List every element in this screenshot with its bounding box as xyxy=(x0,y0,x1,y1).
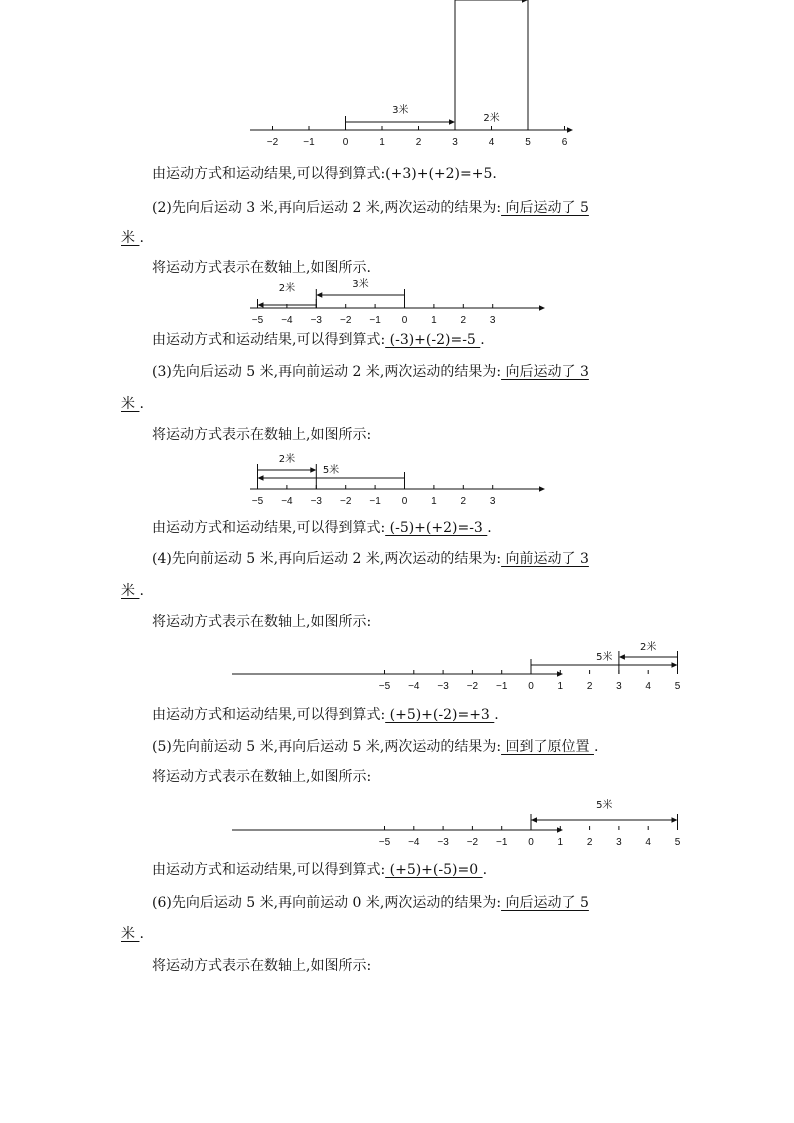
tick-label: 5 xyxy=(525,137,531,148)
answer-blank: (+5)+(-2)=+3 xyxy=(385,707,495,723)
problem-2-line-cont: 米 . xyxy=(121,230,144,246)
segment-label: 3米 xyxy=(392,105,409,116)
tick-label: 4 xyxy=(645,837,651,848)
instruction-line: 将运动方式表示在数轴上,如图所示: xyxy=(152,614,372,630)
answer-blank: 米 xyxy=(121,230,140,246)
instruction-line: 将运动方式表示在数轴上,如图所示: xyxy=(152,427,372,443)
instruction-line: 将运动方式表示在数轴上,如图所示: xyxy=(152,769,372,785)
problem-6-line: (6)先向后运动 5 米,再向前运动 0 米,两次运动的结果为: 向后运动了 5 xyxy=(152,895,589,911)
tick-label: −5 xyxy=(251,315,264,326)
tick-label: −2 xyxy=(466,681,479,692)
tick-label: −1 xyxy=(495,837,508,848)
tick-label: 5 xyxy=(674,837,681,848)
tick-label: 6 xyxy=(561,137,568,148)
answer-blank: 米 xyxy=(121,583,140,599)
tick-label: 0 xyxy=(528,681,534,692)
tick-label: −5 xyxy=(378,681,391,692)
answer-blank: 回到了原位置 xyxy=(501,739,594,755)
tick-label: 0 xyxy=(401,315,408,326)
tick-label: −1 xyxy=(303,137,315,148)
tick-label: −4 xyxy=(281,496,293,507)
tick-label: −5 xyxy=(251,496,264,507)
equation-line-3: 由运动方式和运动结果,可以得到算式: (-5)+(+2)=-3 . xyxy=(152,520,492,536)
tick-label: 3 xyxy=(452,137,458,148)
segment-label: 5米 xyxy=(322,465,340,476)
tick-label: −1 xyxy=(369,315,381,326)
problem-2-line: (2)先向后运动 3 米,再向后运动 2 米,两次运动的结果为: 向后运动了 5 xyxy=(152,200,589,216)
tick-label: −2 xyxy=(339,496,352,507)
segment-label: 2米 xyxy=(278,454,296,465)
equation-line-2: 由运动方式和运动结果,可以得到算式: (-3)+(-2)=-5 . xyxy=(152,332,485,348)
tick-label: 3 xyxy=(616,837,622,848)
segment-label: 2米 xyxy=(483,113,500,124)
tick-label: −3 xyxy=(310,496,323,507)
tick-label: 3 xyxy=(489,315,496,326)
segment-label: 2米 xyxy=(278,283,296,294)
tick-label: 0 xyxy=(342,137,349,148)
segment-label: 3米 xyxy=(352,279,369,290)
tick-label: 1 xyxy=(431,315,437,326)
tick-label: 2 xyxy=(460,315,467,326)
tick-label: −3 xyxy=(310,315,323,326)
problem-6-line-cont: 米 . xyxy=(121,926,144,942)
answer-blank: (-3)+(-2)=-5 xyxy=(385,332,481,348)
tick-label: 2 xyxy=(415,137,422,148)
tick-label: 1 xyxy=(379,137,385,148)
instruction-line: 将运动方式表示在数轴上,如图所示: xyxy=(152,958,372,974)
tick-label: −4 xyxy=(408,837,420,848)
problem-4-line: (4)先向前运动 5 米,再向后运动 2 米,两次运动的结果为: 向前运动了 3 xyxy=(152,551,589,567)
answer-blank: 米 xyxy=(121,396,140,412)
instruction-line: 将运动方式表示在数轴上,如图所示. xyxy=(152,260,371,276)
segment-label: 2米 xyxy=(640,642,657,653)
tick-label: 1 xyxy=(557,681,564,692)
tick-label: −2 xyxy=(266,137,279,148)
answer-blank: 米 xyxy=(121,926,140,942)
answer-blank: 向后运动了 5 xyxy=(501,200,589,216)
tick-label: −3 xyxy=(437,681,449,692)
problem-4-line-cont: 米 . xyxy=(121,583,144,599)
answer-blank: 向前运动了 3 xyxy=(501,551,589,567)
segment-label: 5米 xyxy=(596,652,613,663)
tick-label: 0 xyxy=(401,496,408,507)
tick-label: −4 xyxy=(281,315,293,326)
tick-label: 3 xyxy=(616,681,622,692)
tick-label: 4 xyxy=(488,137,495,148)
problem-3-line-cont: 米 . xyxy=(121,396,144,412)
tick-label: 0 xyxy=(528,837,534,848)
tick-label: 2 xyxy=(586,837,593,848)
tick-label: −1 xyxy=(495,681,508,692)
answer-blank: 向后运动了 3 xyxy=(501,364,589,380)
tick-label: −2 xyxy=(339,315,352,326)
problem-3-line: (3)先向后运动 5 米,再向前运动 2 米,两次运动的结果为: 向后运动了 3 xyxy=(152,364,589,380)
answer-blank: 向后运动了 5 xyxy=(501,895,589,911)
tick-label: −4 xyxy=(408,681,420,692)
tick-label: −3 xyxy=(437,837,449,848)
tick-label: 2 xyxy=(460,496,467,507)
segment-label: 5米 xyxy=(596,800,613,811)
tick-label: −5 xyxy=(378,837,391,848)
tick-label: −2 xyxy=(466,837,479,848)
equation-line-4: 由运动方式和运动结果,可以得到算式: (+5)+(-2)=+3 . xyxy=(152,707,499,723)
tick-label: 3 xyxy=(489,496,496,507)
tick-label: 4 xyxy=(645,681,651,692)
arrowhead xyxy=(531,817,537,823)
equation-line-1: 由运动方式和运动结果,可以得到算式:(+3)+(+2)=+5. xyxy=(152,166,497,182)
arrowhead xyxy=(672,817,678,823)
tick-label: 1 xyxy=(431,496,437,507)
equation-line-5: 由运动方式和运动结果,可以得到算式: (+5)+(-5)=0 . xyxy=(152,862,488,878)
tick-label: 2 xyxy=(586,681,593,692)
tick-label: 1 xyxy=(557,837,564,848)
answer-blank: (-5)+(+2)=-3 xyxy=(385,520,488,536)
problem-5-line: (5)先向前运动 5 米,再向后运动 5 米,两次运动的结果为: 回到了原位置 . xyxy=(152,739,599,755)
tick-label: −1 xyxy=(369,496,381,507)
tick-label: 5 xyxy=(674,681,681,692)
answer-blank: (+5)+(-5)=0 xyxy=(385,862,483,878)
